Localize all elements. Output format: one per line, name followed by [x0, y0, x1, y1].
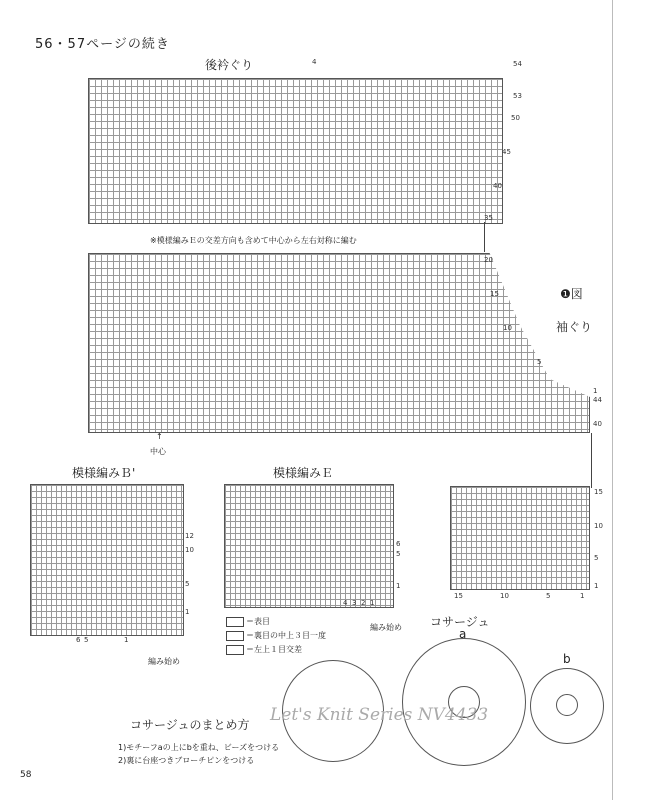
- row-num: 35: [484, 214, 493, 222]
- figure-label: ❶図: [560, 287, 583, 301]
- col-num: 5: [546, 592, 551, 600]
- upper-chart-top: [88, 78, 503, 224]
- row-num: 40: [493, 182, 502, 190]
- pattern-e-start: 編み始め: [370, 623, 402, 632]
- row-num: 10: [594, 522, 603, 530]
- row-num: 5: [185, 580, 190, 588]
- corsage-label-b: b: [563, 652, 571, 666]
- row-num: 6: [396, 540, 401, 548]
- row-num: 20: [484, 256, 493, 264]
- decrease-symbol-icon: [226, 631, 244, 641]
- row-num: 1: [594, 582, 599, 590]
- row-num: 1: [185, 608, 190, 616]
- col-num: 1: [124, 636, 129, 644]
- col-num: 3: [352, 599, 357, 607]
- pattern-b-title: 模様編みＢ': [72, 466, 136, 480]
- knit-symbol-icon: [226, 617, 244, 627]
- center-label: 中心: [150, 447, 166, 456]
- row-num: 5: [594, 554, 599, 562]
- corsage-label-a: a: [459, 627, 467, 641]
- row-num: 12: [185, 532, 194, 540]
- assembly-step: 1)モチーフaの上にbを重ね、ビーズをつける: [118, 743, 280, 752]
- page-header: 56・57ページの続き: [35, 37, 170, 52]
- watermark: Let's Knit Series NV4433: [270, 705, 489, 725]
- symmetry-note: ※模様編みＥの交差方向も含めて中心から左右対称に編む: [150, 236, 357, 245]
- row-num: 53: [513, 92, 522, 100]
- pattern-b-start: 編み始め: [148, 657, 180, 666]
- center-arrow-icon: ↑: [156, 432, 163, 441]
- legend-item: ＝表目: [226, 616, 270, 627]
- divider-line: [591, 433, 592, 488]
- row-num: 15: [490, 290, 499, 298]
- page-number: 58: [20, 770, 32, 780]
- legend-item: ＝左上１目交差: [226, 644, 302, 655]
- row-num: 1: [593, 387, 598, 395]
- divider-line: [484, 222, 485, 252]
- row-num: 45: [502, 148, 511, 156]
- motif-b-center: [556, 694, 578, 716]
- row-num: 50: [511, 114, 520, 122]
- corsage-title: コサージュ: [430, 615, 490, 629]
- row-num: 5: [537, 358, 542, 366]
- col-num: 1: [370, 599, 375, 607]
- row-num: 54: [513, 60, 522, 68]
- row-num: 5: [396, 550, 401, 558]
- col-num: 10: [500, 592, 509, 600]
- side-num: 44: [593, 396, 602, 404]
- col-num: 15: [454, 592, 463, 600]
- row-num: 10: [185, 546, 194, 554]
- side-num: 40: [593, 420, 602, 428]
- col-num: 5: [84, 636, 89, 644]
- pattern-e-chart: [224, 484, 394, 608]
- row-num: 10: [503, 324, 512, 332]
- assembly-title: コサージュのまとめ方: [130, 718, 250, 732]
- col-num: 4: [343, 599, 348, 607]
- armhole-label: 袖ぐり: [556, 320, 593, 334]
- row-num: 1: [396, 582, 401, 590]
- pattern-e-title: 模様編みＥ: [273, 466, 334, 480]
- upper-chart-bottom: [88, 253, 593, 433]
- page-edge: [612, 0, 613, 800]
- armhole-chart: [450, 486, 590, 590]
- col-num: 6: [76, 636, 81, 644]
- assembly-step: 2)裏に台座つきブローチピンをつける: [118, 756, 255, 765]
- pattern-b-chart: [30, 484, 184, 636]
- col-num: 2: [361, 599, 366, 607]
- top-mark: 4: [312, 58, 317, 66]
- col-num: 1: [580, 592, 585, 600]
- row-num: 15: [594, 488, 603, 496]
- cross-symbol-icon: [226, 645, 244, 655]
- legend-item: ＝裏目の中上３目一度: [226, 630, 326, 641]
- neckline-label: 後衿ぐり: [205, 58, 254, 72]
